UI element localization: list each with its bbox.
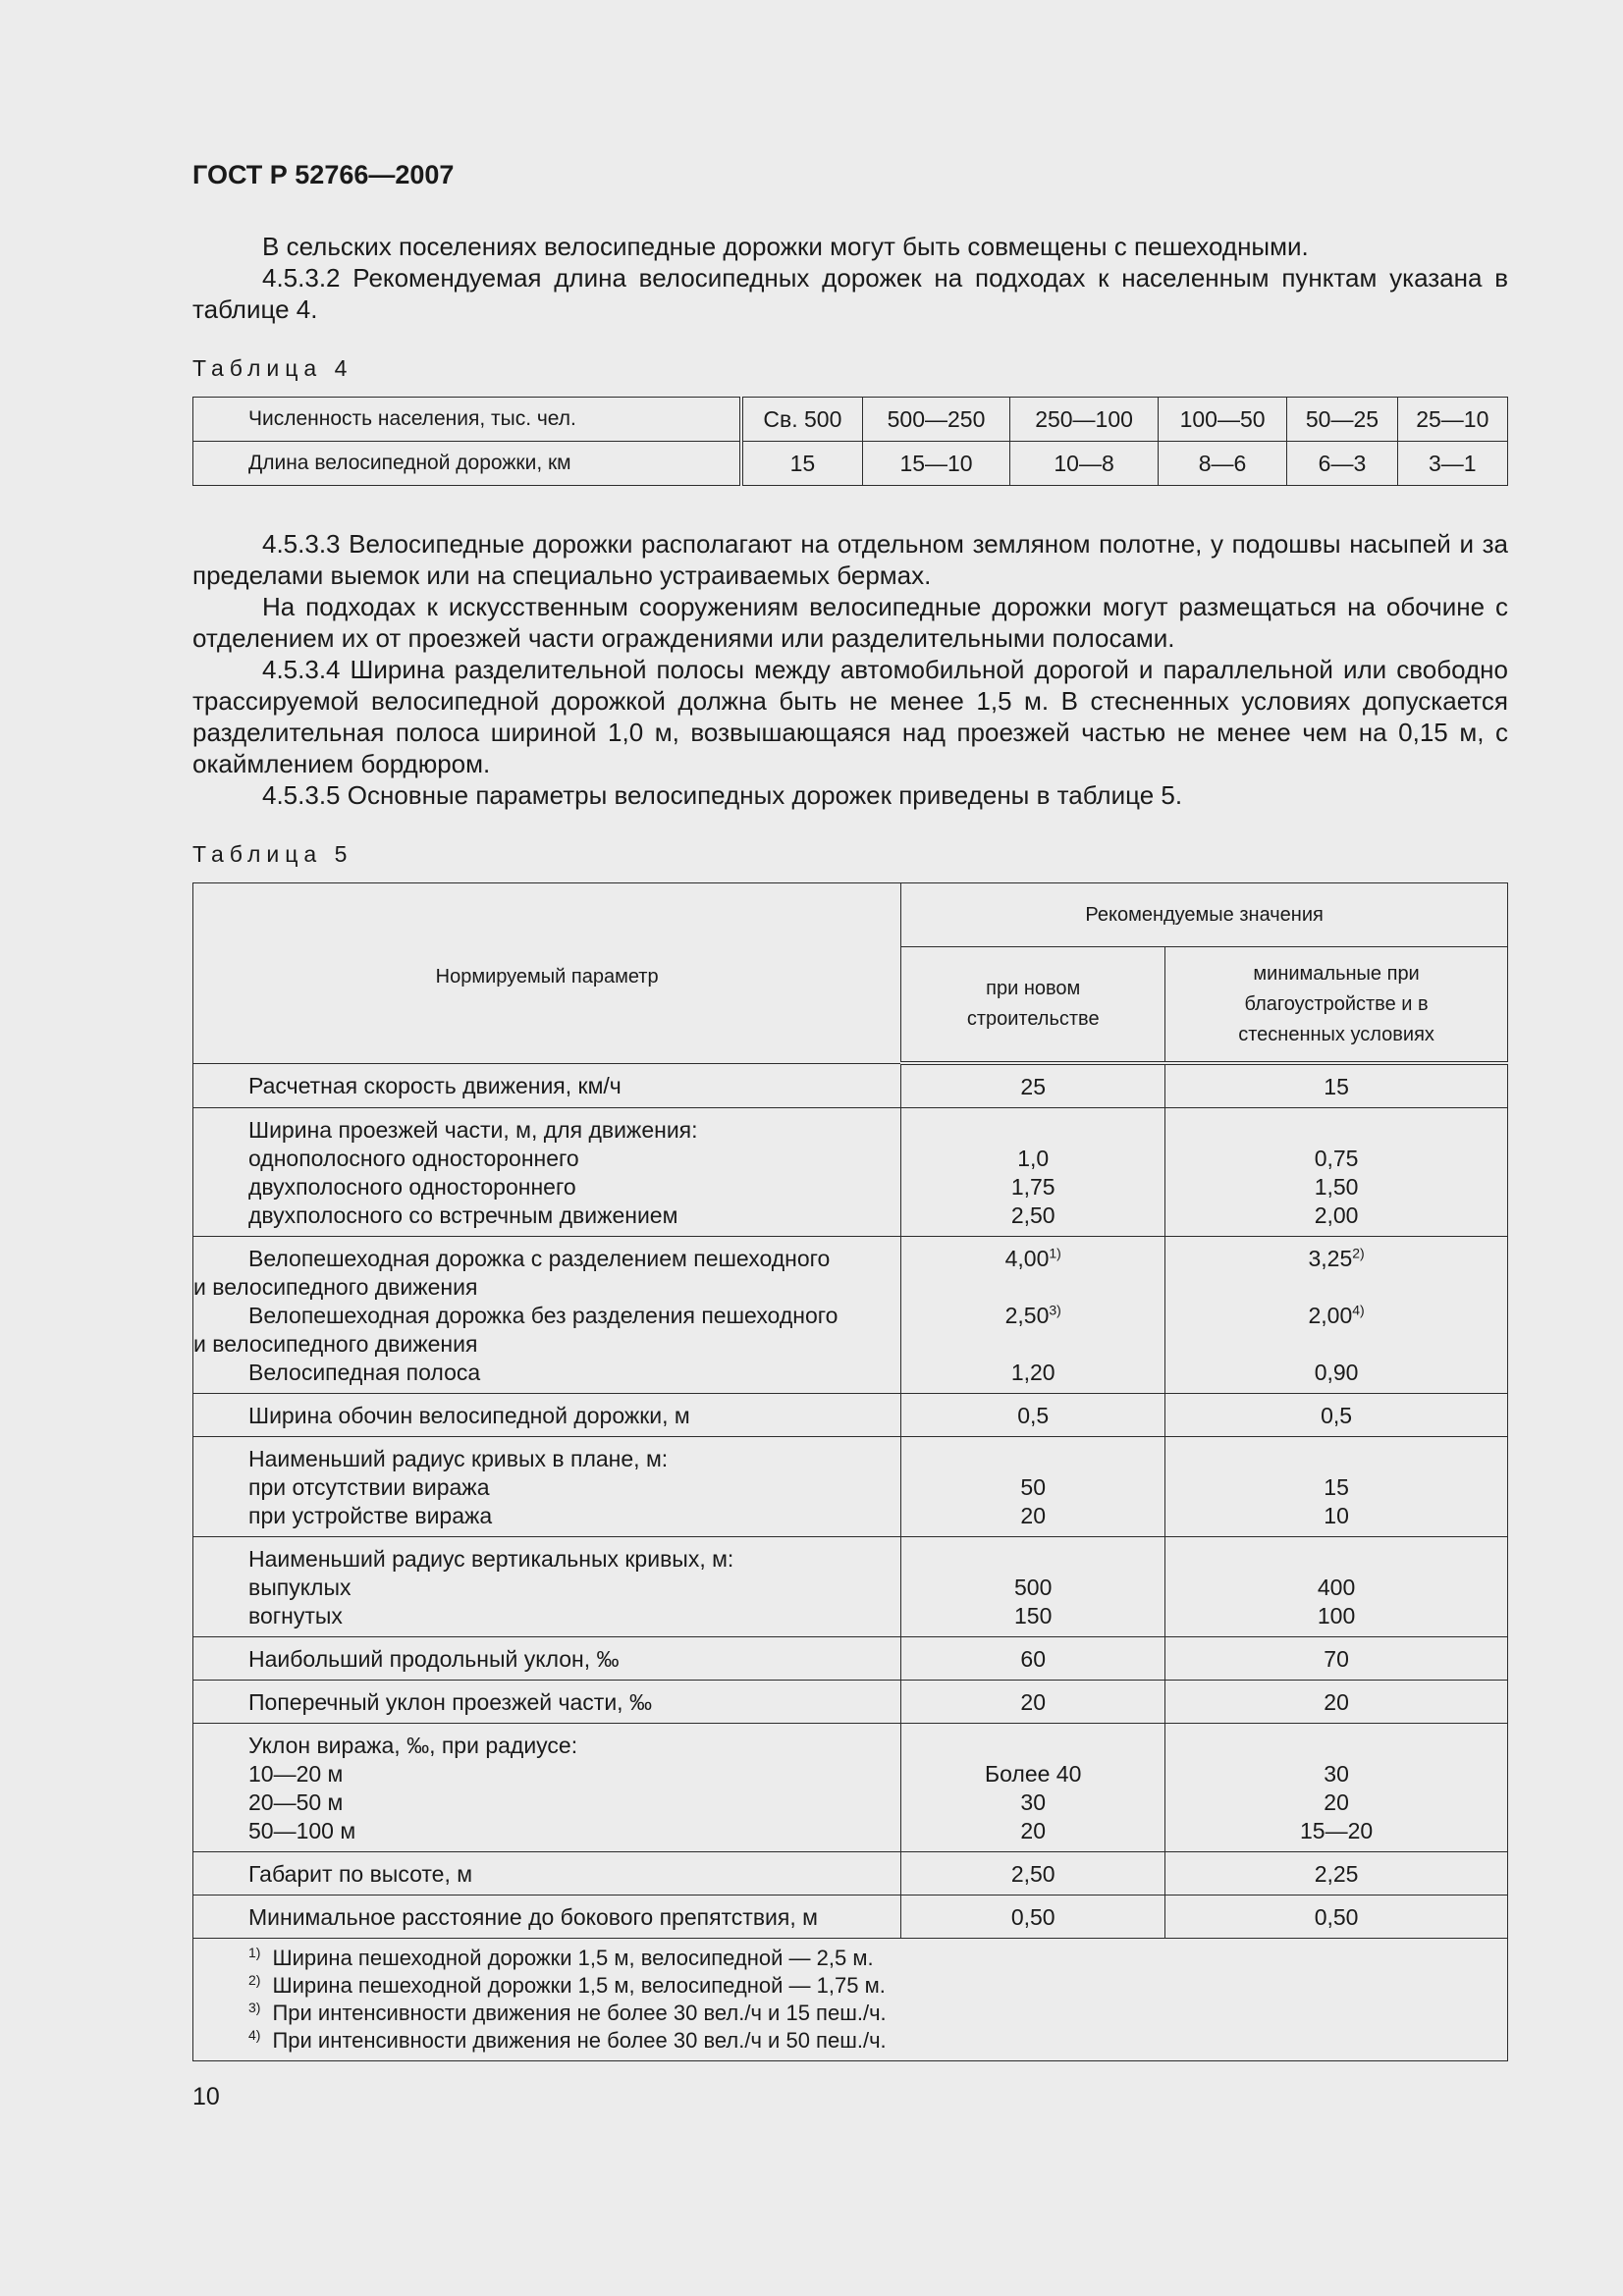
table-cell: 500—250 (862, 398, 1010, 442)
value: 0,90 (1314, 1360, 1359, 1385)
value: 10 (1324, 1503, 1349, 1528)
value: 20 (1020, 1818, 1046, 1843)
footnotes-row (193, 1939, 1508, 2061)
document-page (192, 0, 1508, 2296)
table-cell: 25—10 (1397, 398, 1507, 442)
param-sub: при отсутствии виража (248, 1474, 490, 1500)
footnote-text: Ширина пешеходной дорожки 1,5 м, велосипедной — 1,75 м. (272, 1973, 886, 1998)
value: 2,00 (1308, 1303, 1353, 1328)
footnote (248, 1945, 1507, 1972)
param-sub: 10—20 м (248, 1761, 344, 1787)
value: 1,50 (1314, 1174, 1359, 1200)
param-cell: Поперечный уклон проезжей части, ‰ (193, 1681, 901, 1724)
value: 2,00 (1314, 1202, 1359, 1228)
footnote (248, 2027, 1507, 2055)
footnote-ref: 4) (1352, 1302, 1365, 1318)
table-row (193, 1637, 1508, 1681)
paragraph-4-5-3-5: 4.5.3.5 Основные параметры велосипедных дорожек приведены в таблице 5. (262, 780, 1183, 810)
value: 50 (1020, 1474, 1046, 1500)
param-cell: Наибольший продольный уклон, ‰ (193, 1637, 901, 1681)
table-row (193, 1063, 1508, 1108)
table-cell: 15—10 (862, 442, 1010, 486)
param-sub: двухполосного со встречным движением (248, 1202, 678, 1228)
footnote-mark: 1) (248, 1944, 261, 1960)
value-new: 25 (901, 1063, 1165, 1108)
value-min (1165, 1437, 1508, 1537)
table-row (193, 1237, 1508, 1394)
value: 4,00 (1004, 1246, 1050, 1271)
table-header-row (193, 883, 1508, 947)
value: 400 (1317, 1575, 1356, 1600)
table-cell: 250—100 (1010, 398, 1159, 442)
value: 2,50 (1010, 1202, 1055, 1228)
value-new (901, 1108, 1165, 1237)
footnotes (193, 1939, 1508, 2061)
value-new (901, 1237, 1165, 1394)
param-title: Велосипедная полоса (248, 1360, 481, 1385)
value-new: 0,5 (901, 1394, 1165, 1437)
paragraph: На подходах к искусственным сооружениям велосипедные дорожки могут размещаться на обочине с отделением их от проезжей части ограждениями или разделительными полосами. (192, 592, 1508, 653)
footnote (248, 2000, 1507, 2027)
value-min: 20 (1165, 1681, 1508, 1724)
value-min (1165, 1537, 1508, 1637)
param-continuation: и велосипедного движения (193, 1331, 478, 1357)
paragraph-4-5-3-4: 4.5.3.4 Ширина разделительной полосы между автомобильной дорогой и параллельной или свободно трассируемой велосипедной дорожкой должна быть не менее 1,5 м. В стесненных условиях допускается разделительная полоса шириной 1,0 м, возвышающаяся над проезжей частью не менее чем на 0,15 м, с окаймлением бордюром. (192, 655, 1508, 778)
table-cell: 3—1 (1397, 442, 1507, 486)
value-min: 0,50 (1165, 1896, 1508, 1939)
param-sub: 20—50 м (248, 1789, 344, 1815)
table-row (193, 1537, 1508, 1637)
value: 150 (1014, 1603, 1053, 1629)
value-new: 20 (901, 1681, 1165, 1724)
value: Более 40 (985, 1761, 1082, 1787)
value: 500 (1014, 1575, 1053, 1600)
table-row (193, 1681, 1508, 1724)
table-5 (192, 882, 1508, 2061)
value: 1,0 (1017, 1146, 1050, 1171)
param-title: Наименьший радиус вертикальных кривых, м: (248, 1546, 734, 1572)
value-min (1165, 1108, 1508, 1237)
param-cell: Расчетная скорость движения, км/ч (193, 1063, 901, 1108)
footnote-text: При интенсивности движения не более 30 вел./ч и 50 пеш./ч. (272, 2028, 887, 2053)
param-sub: 50—100 м (248, 1818, 356, 1843)
param-cell: Ширина обочин велосипедной дорожки, м (193, 1394, 901, 1437)
param-cell (193, 1108, 901, 1237)
value-min: 70 (1165, 1637, 1508, 1681)
column-header-min: минимальные при благоустройстве и в стесненных условиях (1165, 947, 1508, 1064)
top-paragraphs (192, 231, 1508, 325)
value: 20 (1324, 1789, 1349, 1815)
footnote-text: Ширина пешеходной дорожки 1,5 м, велосипедной — 2,5 м. (272, 1946, 874, 1970)
param-sub: вогнутых (248, 1603, 343, 1629)
param-cell (193, 1537, 901, 1637)
value-new: 2,50 (901, 1852, 1165, 1896)
value: 0,75 (1314, 1146, 1359, 1171)
table-cell: 100—50 (1158, 398, 1286, 442)
value: 1,75 (1010, 1174, 1055, 1200)
value: 2,50 (1004, 1303, 1050, 1328)
table-cell: 50—25 (1287, 398, 1397, 442)
column-header-group: Рекомендуемые значения (901, 883, 1508, 947)
value: 100 (1317, 1603, 1356, 1629)
column-header-new: при новом строительстве (901, 947, 1165, 1064)
param-cell (193, 1237, 901, 1394)
value: 15 (1324, 1474, 1349, 1500)
middle-paragraphs (192, 528, 1508, 811)
param-sub: двухполосного одностороннего (248, 1174, 576, 1200)
value: 20 (1020, 1503, 1046, 1528)
param-cell (193, 1724, 901, 1852)
param-cell: Габарит по высоте, м (193, 1852, 901, 1896)
table-row (193, 442, 1508, 486)
param-sub: при устройстве виража (248, 1503, 493, 1528)
value-new (901, 1724, 1165, 1852)
param-title: Велопешеходная дорожка с разделением пешеходного (248, 1246, 831, 1271)
param-continuation: и велосипедного движения (193, 1274, 478, 1300)
value-min (1165, 1724, 1508, 1852)
footnote-ref: 3) (1049, 1302, 1061, 1318)
paragraph: В сельских поселениях велосипедные дорожки могут быть совмещены с пешеходными. (262, 232, 1309, 261)
page-number: 10 (192, 2083, 220, 2110)
param-sub: однополосного одностороннего (248, 1146, 579, 1171)
table-5-caption: Таблица 5 (192, 841, 353, 867)
footnote-mark: 3) (248, 1999, 261, 2015)
value-new (901, 1537, 1165, 1637)
footnote-text: При интенсивности движения не более 30 вел./ч и 15 пеш./ч. (272, 2001, 887, 2025)
table-row (193, 1724, 1508, 1852)
value-min: 2,25 (1165, 1852, 1508, 1896)
table-row (193, 1896, 1508, 1939)
value: 30 (1020, 1789, 1046, 1815)
table-4 (192, 397, 1508, 486)
value-new (901, 1437, 1165, 1537)
column-header-parameter: Нормируемый параметр (193, 883, 901, 1064)
value: 1,20 (1010, 1360, 1055, 1385)
param-title: Уклон виража, ‰, при радиусе: (248, 1733, 578, 1758)
param-title: Ширина проезжей части, м, для движения: (248, 1117, 698, 1143)
value-min: 15 (1165, 1063, 1508, 1108)
table-row (193, 1437, 1508, 1537)
table-cell: 15 (741, 442, 862, 486)
value-min (1165, 1237, 1508, 1394)
row-label: Длина велосипедной дорожки, км (193, 442, 742, 486)
table-cell: 10—8 (1010, 442, 1159, 486)
param-title: Велопешеходная дорожка без разделения пешеходного (248, 1303, 839, 1328)
table-row (193, 1108, 1508, 1237)
footnote-mark: 2) (248, 1971, 261, 1988)
footnote-ref: 1) (1049, 1245, 1061, 1261)
value-new: 0,50 (901, 1896, 1165, 1939)
paragraph-4-5-3-3: 4.5.3.3 Велосипедные дорожки располагают на отдельном земляном полотне, у подошвы насыпей и за пределами выемок или на специально устраиваемых бермах. (192, 529, 1508, 590)
value-min: 0,5 (1165, 1394, 1508, 1437)
param-cell: Минимальное расстояние до бокового препятствия, м (193, 1896, 901, 1939)
value: 30 (1324, 1761, 1349, 1787)
paragraph-4-5-3-2: 4.5.3.2 Рекомендуемая длина велосипедных дорожек на подходах к населенным пунктам указана в таблице 4. (192, 263, 1508, 324)
footnote (248, 1972, 1507, 2000)
param-sub: выпуклых (248, 1575, 352, 1600)
value: 15—20 (1299, 1818, 1374, 1843)
table-cell: Св. 500 (741, 398, 862, 442)
table-4-caption: Таблица 4 (192, 355, 353, 381)
row-label: Численность населения, тыс. чел. (193, 398, 742, 442)
table-row (193, 1852, 1508, 1896)
table-row (193, 398, 1508, 442)
value: 3,25 (1308, 1246, 1353, 1271)
value-new: 60 (901, 1637, 1165, 1681)
table-row (193, 1394, 1508, 1437)
param-title: Наименьший радиус кривых в плане, м: (248, 1446, 669, 1471)
footnote-ref: 2) (1352, 1245, 1365, 1261)
footnote-mark: 4) (248, 2026, 261, 2043)
table-cell: 8—6 (1158, 442, 1286, 486)
document-header: ГОСТ Р 52766—2007 (192, 160, 455, 189)
param-cell (193, 1437, 901, 1537)
table-cell: 6—3 (1287, 442, 1397, 486)
